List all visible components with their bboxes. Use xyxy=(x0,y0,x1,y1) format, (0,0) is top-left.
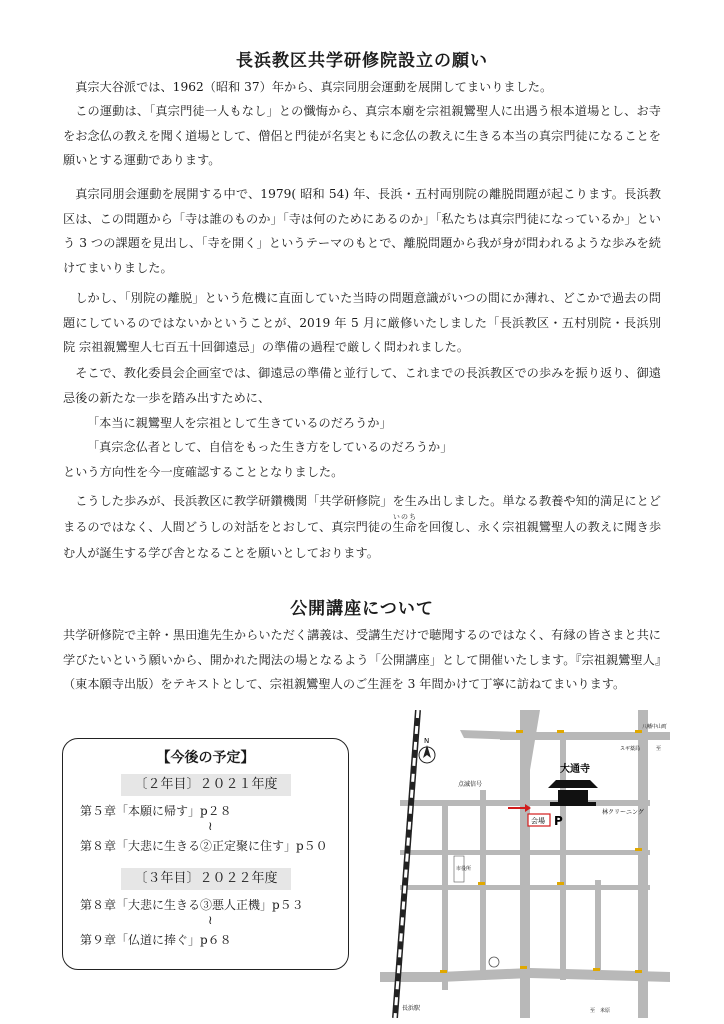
map-label: 至 米原 xyxy=(590,1008,611,1014)
year-label-3: 〔３年目〕２０２２年度 xyxy=(121,868,291,890)
ruby-inochi: 生命いのち xyxy=(392,513,417,534)
map-roads xyxy=(380,710,670,1018)
temple-label: 大通寺 xyxy=(560,764,590,775)
paragraph-2: この運動は、「真宗門徒一人もなし」との懺悔から、真宗本廟を宗祖親鸞聖人に出遇う根本道場とし、お寺をお念仏の教えを聞く道場として、僧侶と門徒が名実ともに念仏の教えに生きる本当の真宗門徒になることを願いとする運動であります。 xyxy=(63,104,661,168)
paragraph-5: そこで、教化委員会企画室では、御遠忌の準備と並行して、これまでの長浜教区での歩みを振り返り、御遠忌後の新たな一歩を踏み出すために、 xyxy=(63,366,661,405)
svg-text:N: N xyxy=(424,737,430,745)
after-quotes: という方向性を今一度確認することとなりました。 xyxy=(63,465,344,479)
parking-label: P xyxy=(554,814,563,828)
map-label: 点滅信号 xyxy=(458,781,483,788)
schedule-item-to: 第８章「大悲に生きる②正定聚に住す」p５０ xyxy=(80,839,328,853)
schedule-box xyxy=(62,738,349,970)
map-label: 八幡中山町 xyxy=(642,724,668,730)
railway xyxy=(395,710,421,1018)
quote-1: 「本当に親鸞聖人を宗祖として生きているのだろうか」 xyxy=(87,416,392,430)
paragraph-4: しかし、「別院の離脱」という危機に直面していた当時の問題意識がいつの間にか薄れ、どこかで過去の問題にしているのではないかということが、2019 年 5 月に厳修いたしました「長浜教区・五村別院・長浜別院 宗祖親鸞聖人七百五十回御遠忌」の準備の過程で厳しく問われました。 xyxy=(63,291,661,355)
access-map xyxy=(380,710,670,1018)
quote-2: 「真宗念仏者として、自信をもった生き方をしているのだろうか」 xyxy=(87,440,453,454)
paragraph-1: 真宗大谷派では、1962（昭和 37）年から、真宗同朋会運動を展開してまいりました。 xyxy=(75,80,553,94)
final-after: を回復し、永く宗祖親鸞聖人の教えに聞き歩む人が誕生する学び舎となることを願いとしております。 xyxy=(63,520,662,560)
map-label: 林クリーニング xyxy=(602,809,644,816)
venue-label: 会場 xyxy=(531,817,545,825)
north-arrow-icon xyxy=(419,737,435,763)
paragraph-final xyxy=(63,488,661,566)
main-title: 長浜教区共学研修院設立の願い xyxy=(236,51,488,71)
temple-icon xyxy=(548,780,598,806)
schedule-item-from: 第５章「本願に帰す」p２８ xyxy=(80,804,232,818)
year-label-2: 〔２年目〕２０２１年度 xyxy=(121,774,291,796)
schedule-item-to: 第９章「仏道に捧ぐ」p６８ xyxy=(80,933,232,947)
lecture-text: 共学研修院で主幹・黒田進先生からいただく講義は、受講生だけで聴聞するのではなく、有縁の皆さまと共に学びたいという願いから、開かれた聞法の場となるよう「公開講座」として開催いたします。『宗祖親鸞聖人』（東本願寺出版）をテキストとして、宗祖親鸞聖人のご生涯を 3 年間かけて丁寧に訪ねてまいります。 xyxy=(63,628,661,692)
lecture-title: 公開講座について xyxy=(290,599,434,619)
final-before: こうした歩みが、長浜教区に教学研鑽機関「共学研修院」を生み出しました。単なる教養や知的満足にとどまるのではなく、人間どうしの対話をとおして、真宗門徒の xyxy=(63,494,661,534)
schedule-heading: 【今後の予定】 xyxy=(156,750,255,766)
range-tilde: ≀ xyxy=(208,913,213,927)
range-tilde: ≀ xyxy=(208,819,213,833)
schedule-item-from: 第８章「大悲に生きる③悪人正機」p５３ xyxy=(80,898,304,912)
map-label: 長浜駅 xyxy=(402,1005,421,1012)
map-label: 市役所 xyxy=(456,866,472,872)
map-label: スギ薬局 xyxy=(620,746,641,752)
paragraph-3: 真宗同朋会運動を展開する中で、1979( 昭和 54) 年、長浜・五村両別院の離脱問題が起こります。長浜教区は、この問題から「寺は誰のものか」「寺は何のためにあるのか」「私たちは真宗門徒になっているか」という 3 つの課題を見出し、「寺を開く」というテーマのもとで、離脱問題から我が身が問われるような歩みを続けてまいりました。 xyxy=(63,187,661,275)
post-office-icon xyxy=(489,957,499,967)
map-label: 至 xyxy=(656,746,662,752)
